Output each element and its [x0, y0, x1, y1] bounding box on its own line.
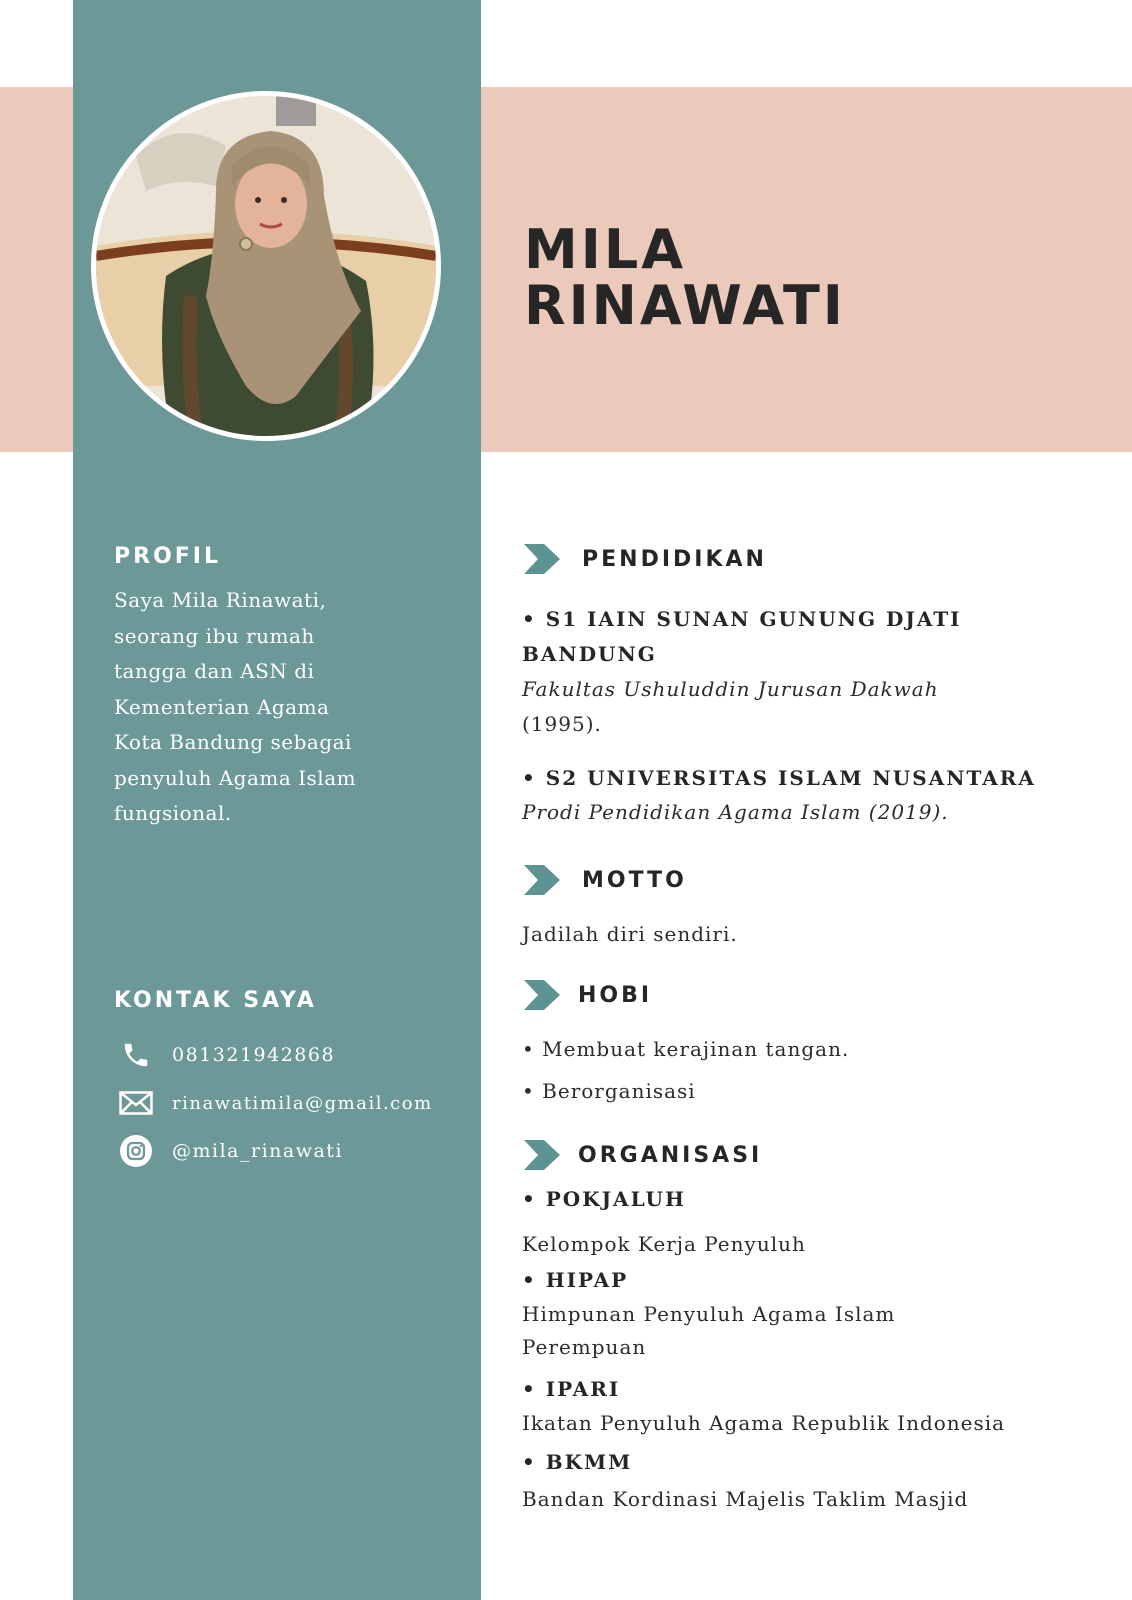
education-item-title: • S2 UNIVERSITAS ISLAM NUSANTARA [522, 766, 1036, 790]
organization-name: • HIPAP [522, 1268, 629, 1292]
organization-name: • BKMM [522, 1450, 633, 1474]
last-name: RINAWATI [524, 274, 846, 337]
instagram-handle[interactable]: @mila_rinawati [172, 1140, 344, 1162]
motto-header [524, 865, 687, 895]
contact-heading: KONTAK SAYA [114, 988, 317, 1013]
profile-line: Kota Bandung sebagai [114, 730, 352, 754]
organization-desc: Perempuan [522, 1335, 647, 1359]
organization-heading: ORGANISASI [578, 1142, 763, 1168]
profile-line: tangga dan ASN di [114, 659, 315, 683]
organization-name: • POKJALUH [522, 1187, 686, 1211]
organization-desc: Himpunan Penyuluh Agama Islam [522, 1302, 896, 1326]
contact-phone [118, 1037, 335, 1073]
instagram-icon [118, 1133, 154, 1169]
motto-text: Jadilah diri sendiri. [522, 922, 738, 946]
profile-line: seorang ibu rumah [114, 623, 315, 648]
chevron-right-icon [524, 544, 560, 574]
phone-number[interactable]: 081321942868 [172, 1044, 336, 1066]
hobby-item: • Membuat kerajinan tangan. [522, 1037, 850, 1061]
chevron-right-icon [524, 1140, 560, 1170]
mail-icon [118, 1085, 154, 1121]
hobby-heading: HOBI [578, 982, 653, 1008]
profile-photo [91, 91, 441, 441]
profile-line: Kementerian Agama [114, 694, 330, 719]
education-header [524, 544, 767, 574]
profile-line: penyuluh Agama Islam [114, 765, 357, 790]
profile-text [114, 583, 414, 832]
chevron-right-icon [524, 980, 560, 1010]
education-item-detail: Fakultas Ushuluddin Jurusan Dakwah [522, 677, 939, 701]
hobby-header [524, 980, 652, 1010]
person-name [524, 218, 846, 337]
education-item-title: BANDUNG [522, 642, 657, 666]
organization-name: • IPARI [522, 1377, 621, 1401]
education-item-detail: Prodi Pendidikan Agama Islam (2019). [522, 800, 949, 824]
education-item-detail: (1995). [522, 712, 602, 736]
organization-desc: Bandan Kordinasi Majelis Taklim Masjid [522, 1487, 969, 1511]
chevron-right-icon [524, 865, 560, 895]
email-address[interactable]: rinawatimila@gmail.com [172, 1092, 433, 1114]
organization-header [524, 1140, 762, 1170]
first-name: MILA [524, 218, 687, 281]
profile-line: fungsional. [114, 801, 232, 825]
phone-icon [118, 1037, 154, 1073]
motto-heading: MOTTO [582, 867, 687, 893]
contact-email [118, 1085, 433, 1121]
education-heading: PENDIDIKAN [582, 546, 767, 572]
profile-heading: PROFIL [114, 544, 221, 569]
contact-instagram [118, 1133, 343, 1169]
hobby-item: • Berorganisasi [522, 1079, 696, 1103]
organization-desc: Kelompok Kerja Penyuluh [522, 1232, 806, 1256]
education-item-title: • S1 IAIN SUNAN GUNUNG DJATI [522, 607, 962, 631]
organization-desc: Ikatan Penyuluh Agama Republik Indonesia [522, 1411, 1006, 1435]
profile-line: Saya Mila Rinawati, [114, 588, 327, 612]
